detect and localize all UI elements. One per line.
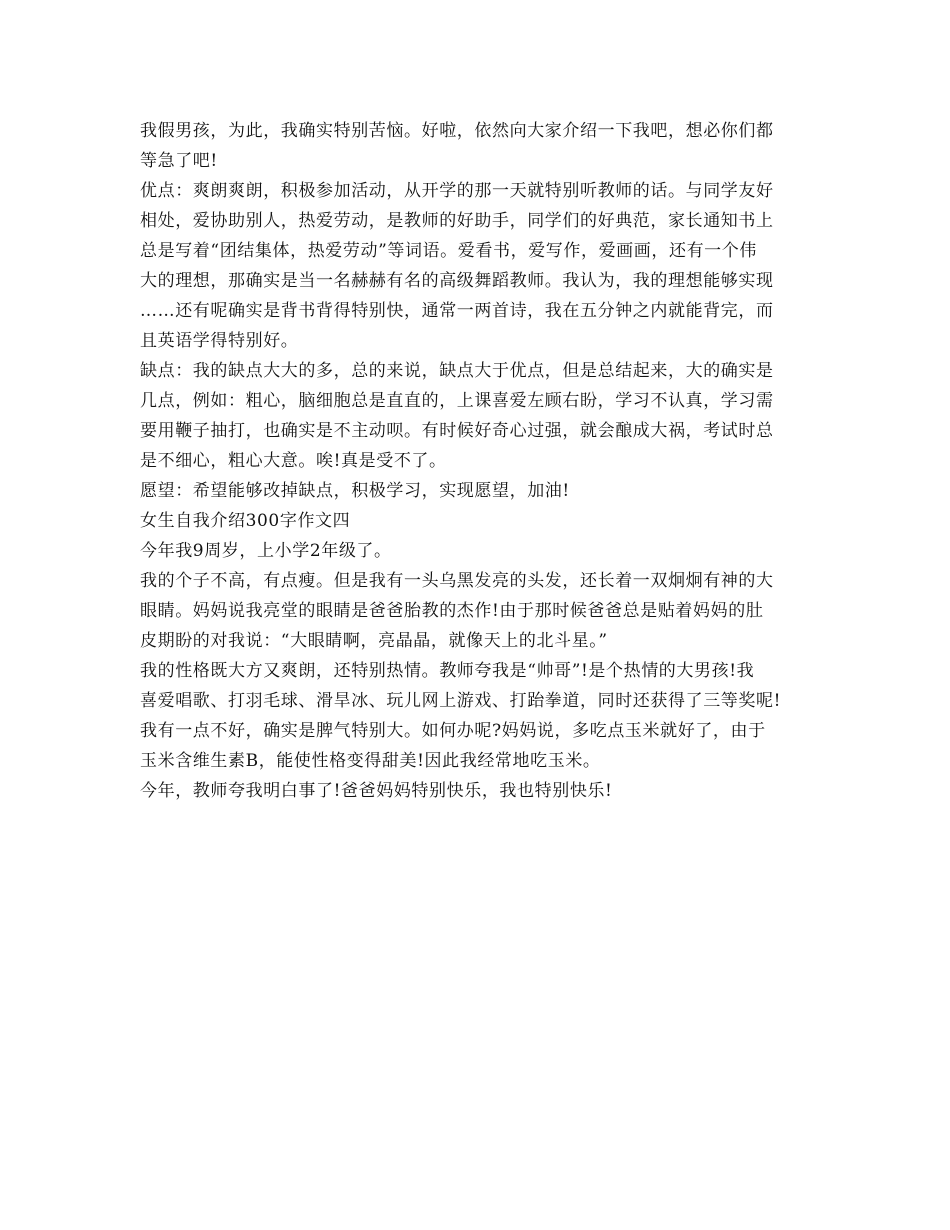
text-line: 几点，例如：粗心，脑细胞总是直直的，上课喜爱左顾右盼，学习不认真，学习需: [140, 391, 774, 411]
text-line: 等急了吧!: [140, 151, 218, 171]
text-line: 是不细心，粗心大意。唉!真是受不了。: [140, 451, 447, 471]
section-heading: 女生自我介绍300字作文四: [140, 511, 351, 531]
text-line: 总是写着“团结集体，热爱劳动”等词语。爱看书，爱写作，爱画画，还有一个伟: [140, 241, 757, 261]
text-line: 我的性格既大方又爽朗，还特别热情。教师夸我是“帅哥”!是个热情的大男孩!我: [140, 661, 755, 681]
text-line: 今年我9周岁，上小学2年级了。: [140, 541, 392, 561]
text-line: 玉米含维生素B，能使性格变得甜美!因此我经常地吃玉米。: [140, 751, 601, 771]
text-line: 且英语学得特别好。: [140, 331, 299, 351]
text-line: 喜爱唱歌、打羽毛球、滑旱冰、玩儿网上游戏、打跆拳道，同时还获得了三等奖呢!: [140, 691, 782, 711]
document-body: [140, 116, 820, 806]
text-line: 优点：爽朗爽朗，积极参加活动，从开学的那一天就特别听教师的话。与同学友好: [140, 181, 774, 201]
text-line: 我假男孩，为此，我确实特别苦恼。好啦，依然向大家介绍一下我吧，想必你们都: [140, 121, 774, 141]
text-line: 皮期盼的对我说：“大眼睛啊，亮晶晶，就像天上的北斗星。”: [140, 631, 608, 651]
text-line: 愿望：希望能够改掉缺点，积极学习，实现愿望，加油!: [140, 481, 570, 501]
text-line: 大的理想，那确实是当一名赫赫有名的高级舞蹈教师。我认为，我的理想能够实现: [140, 271, 774, 291]
text-line: 今年，教师夸我明白事了!爸爸妈妈特别快乐，我也特别快乐!: [140, 781, 613, 801]
text-line: 眼睛。妈妈说我亮堂的眼睛是爸爸胎教的杰作!由于那时候爸爸总是贴着妈妈的肚: [140, 601, 764, 621]
text-line: 相处，爱协助别人，热爱劳动，是教师的好助手，同学们的好典范，家长通知书上: [140, 211, 774, 231]
text-line: 我的个子不高，有点瘦。但是我有一头乌黑发亮的头发，还长着一双炯炯有神的大: [140, 571, 774, 591]
text-line: 要用鞭子抽打，也确实是不主动呗。有时候好奇心过强，就会酿成大祸，考试时总: [140, 421, 774, 441]
text-line: 缺点：我的缺点大大的多，总的来说，缺点大于优点，但是总结起来，大的确实是: [140, 361, 774, 381]
text-line: 我有一点不好，确实是脾气特别大。如何办呢?妈妈说，多吃点玉米就好了，由于: [140, 721, 766, 741]
text-line: ……还有呢确实是背书背得特别快，通常一两首诗，我在五分钟之内就能背完，而: [140, 301, 774, 321]
